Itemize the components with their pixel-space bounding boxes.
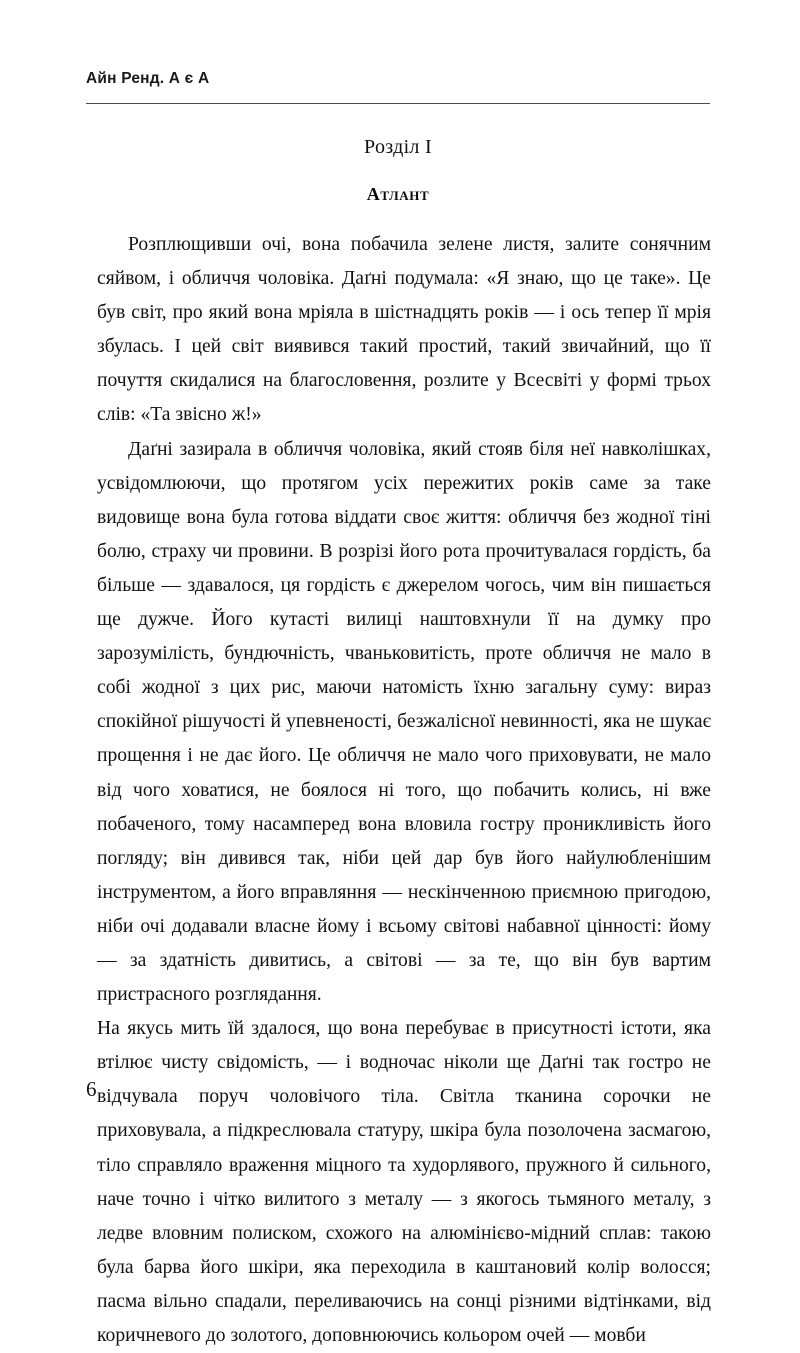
chapter-number: Розділ I <box>364 136 432 158</box>
chapter-title: Атлант <box>366 184 430 204</box>
running-head-text: Айн Ренд. А є А <box>86 70 210 87</box>
body-text <box>97 228 711 1353</box>
page-number: 6 <box>86 1077 97 1101</box>
paragraph: Розплющивши очі, вона побачила зелене листя, залите сонячним сяйвом, і обличчя чоловіка. Даґні подумала: «Я знаю, що це таке». Це був світ, про який вона мріяла в шістнадцять років — і ось тепер її мрія збулась. І цей світ виявився такий простий, такий звичайний, що її почуття скидалися на благословення, розлите у Всесвіті у формі трьох слів: «Та звісно ж!» <box>97 234 711 426</box>
running-head <box>86 70 710 87</box>
paragraph: Даґні зазирала в обличчя чоловіка, який стояв біля неї навколішках, усвідомлюючи, що протягом усіх пережитих років саме за таке видовище вона була готова віддати своє життя: обличчя без жодної тіні болю, страху чи провини. В розрізі його рота прочитувалася гордість, ба більше — здавалося, ця гордість є джерелом чогось, чим він пишається ще дужче. Його кутасті вилиці наштовхнули її на думку про зарозумілість, бундючність, чваньковитість, проте обличчя не мало в собі жодної з цих рис, маючи натомість їхню загальну суму: вираз спокійної рішучості й упевненості, безжалісної невинності, яка не шукає прощення і не дає його. Це обличчя не мало чого приховувати, не мало від чого ховатися, не боялося ні того, що побачить колись, ні вже побаченого, тому насамперед вона вловила гостру проникливість його погляду; він дивився так, ніби цей дар був його найулюбленішим інструментом, а його вправляння — нескінченною приємною пригодою, ніби очі додавали власне йому і всьому світові набавної цінності: йому — за здатність дивитись, а світові — за те, що він був вартим пристрасного розглядання. <box>97 438 711 1006</box>
header-divider <box>86 103 710 104</box>
paragraph: На якусь мить їй здалося, що вона перебуває в присутності істоти, яка втілює чисту свідомість, — і водночас ніколи ще Даґні так гостро не відчувала поруч чоловічого тіла. Світла тканина сорочки не приховувала, а підкреслювала статуру, шкіра була позолочена засмагою, тіло справляло враження міцного та худорлявого, пружного й сильного, наче точно і чітко вилитого з металу — з якогось тьмяного металу, з ледве вловним полиском, схожого на алюмінієво-мідний сплав: такою була барва його шкіри, яка переходила в каштановий колір волосся; пасма вільно спадали, переливаючись на сонці різними відтінками, від коричневого до золотого, доповнюючись кольором очей — мовби <box>97 1018 711 1346</box>
